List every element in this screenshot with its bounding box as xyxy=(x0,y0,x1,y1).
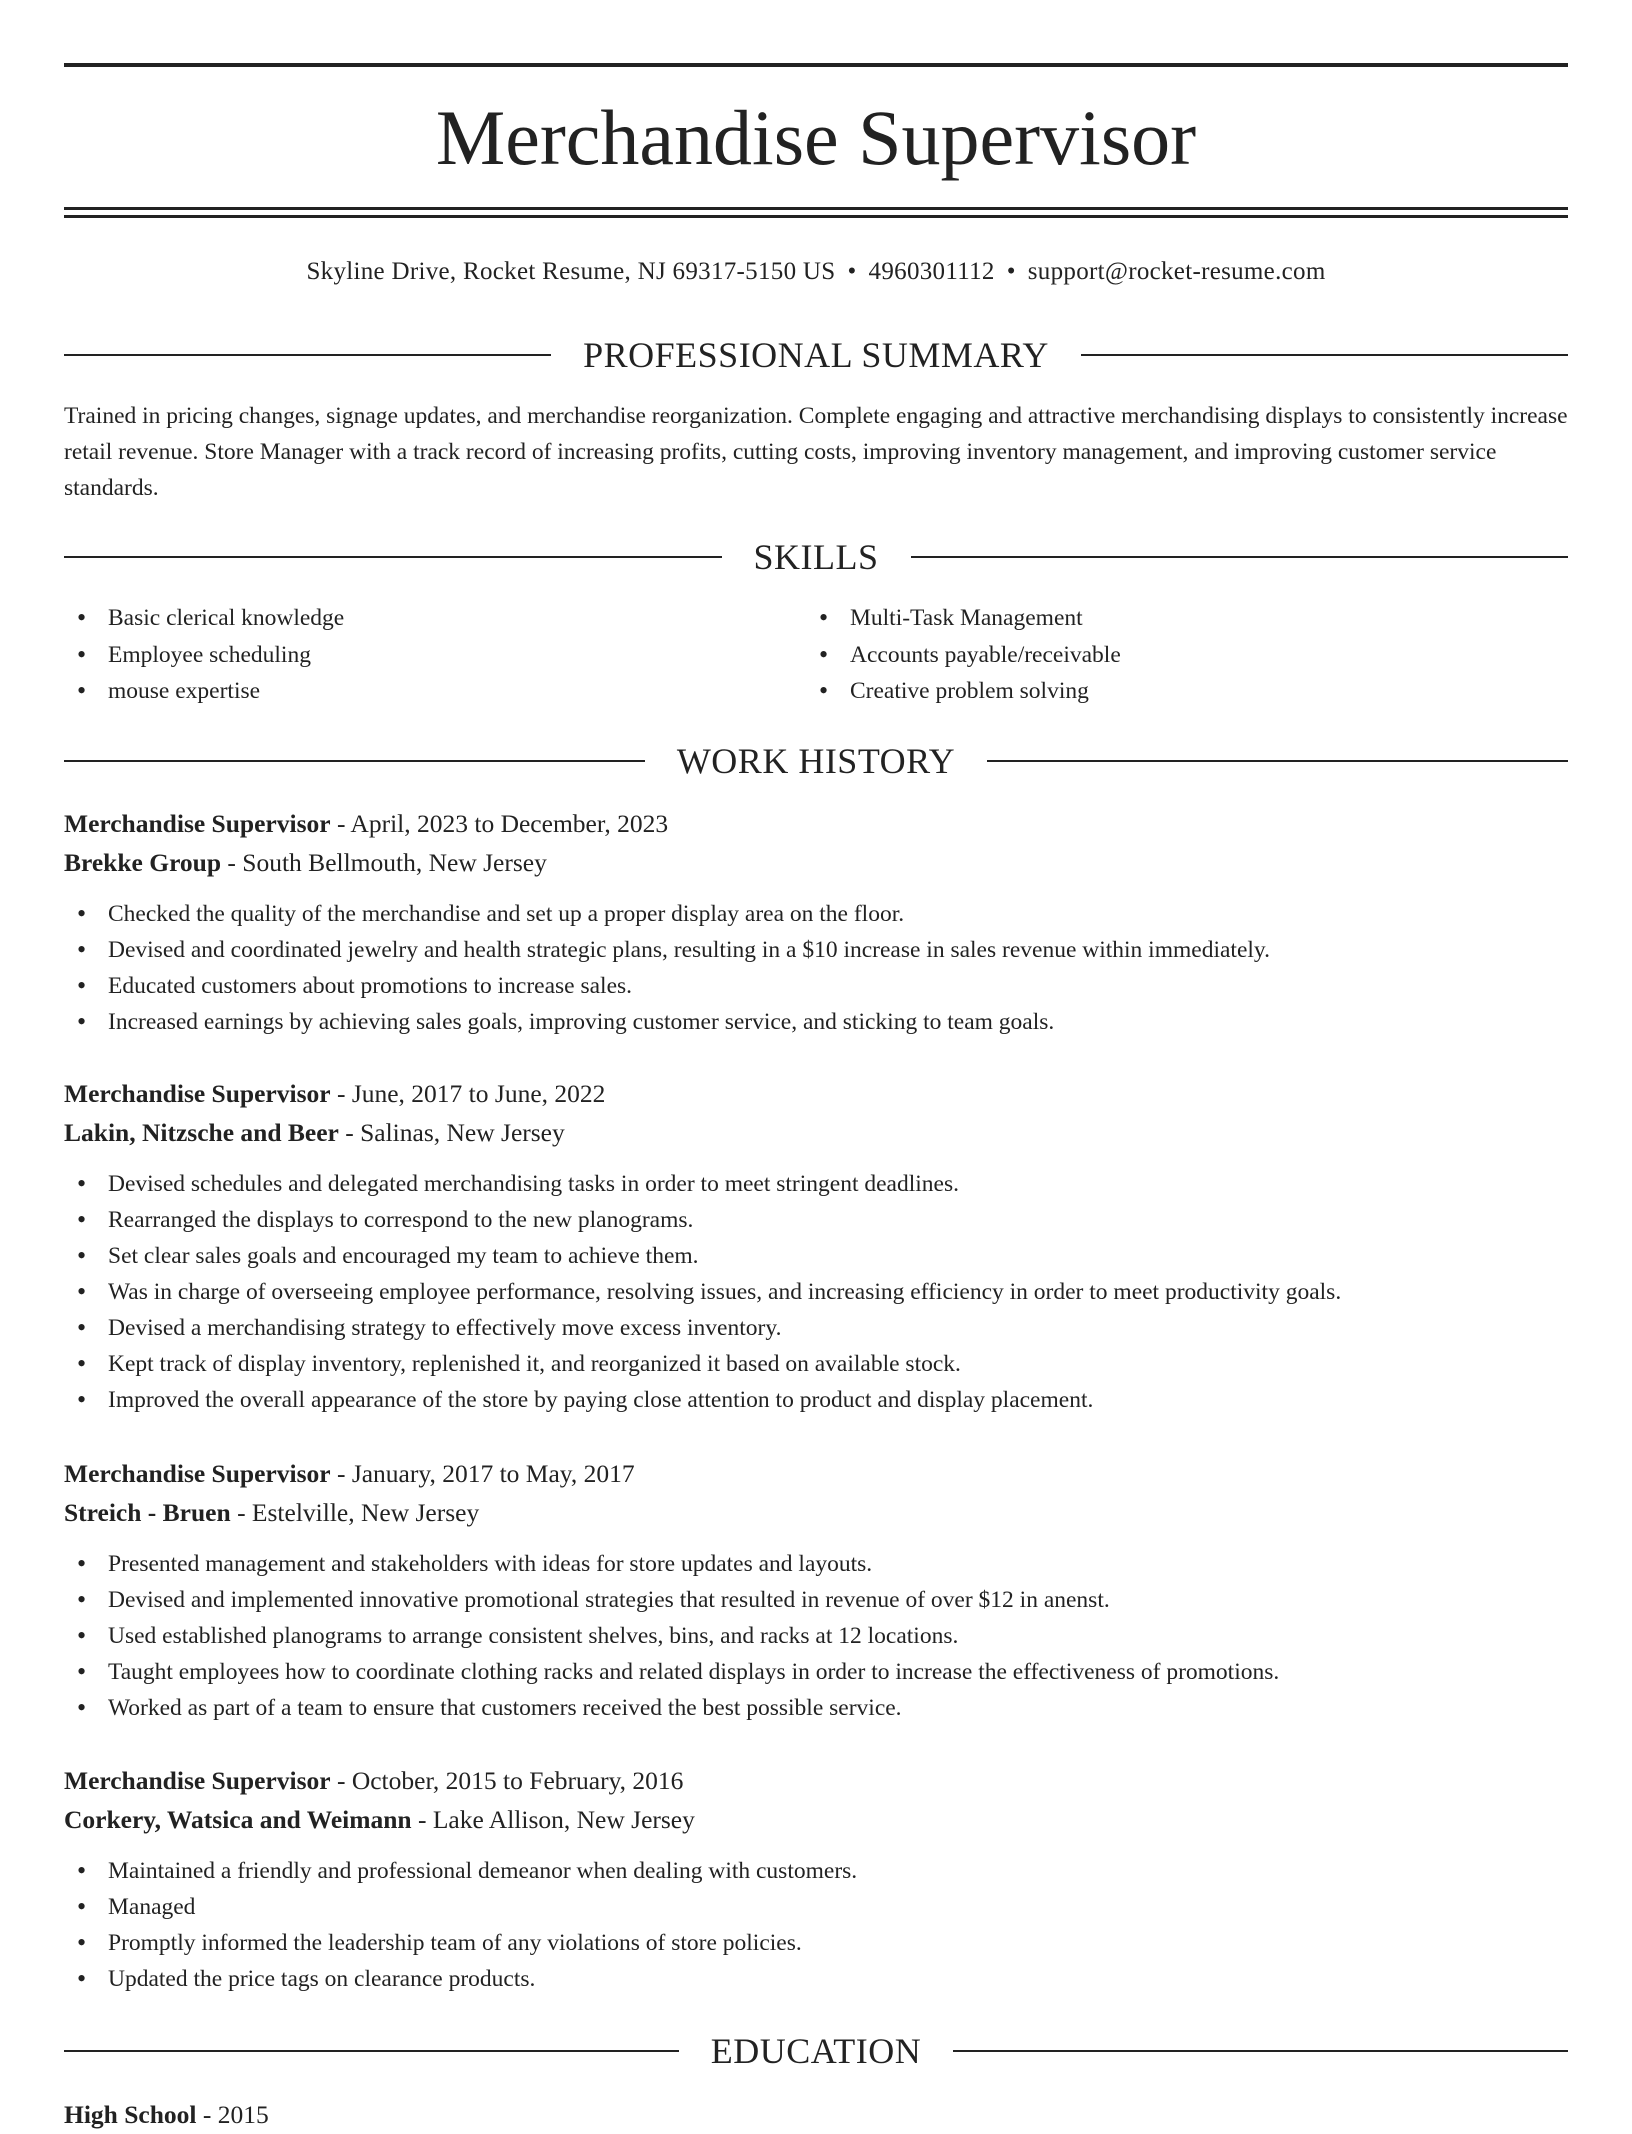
job-bullet: • Presented management and stakeholders with ideas for store updates and layouts. xyxy=(64,1546,1568,1582)
job-title: Merchandise Supervisor xyxy=(64,809,331,838)
contact-phone: 4960301112 xyxy=(868,258,995,285)
contact-separator: • xyxy=(1006,258,1016,285)
education-degree: High School xyxy=(64,2100,197,2129)
section-title-skills: SKILLS xyxy=(753,537,879,577)
skill-item: • Accounts payable/receivable xyxy=(806,637,1548,674)
job-entry xyxy=(64,1075,1568,1418)
job-location: - Estelville, New Jersey xyxy=(230,1498,480,1527)
job-bullet-list xyxy=(64,1546,1568,1726)
job-bullet: • Updated the price tags on clearance products. xyxy=(64,1961,1568,1997)
job-title-line xyxy=(64,1455,1568,1493)
job-bullet: • Set clear sales goals and encouraged my team to achieve them. xyxy=(64,1238,1568,1274)
section-header-summary xyxy=(64,333,1568,377)
job-dates: - January, 2017 to May, 2017 xyxy=(330,1459,635,1488)
job-bullet: • Taught employees how to coordinate clothing racks and related displays in order to increase the effectiveness of promotions. xyxy=(64,1654,1568,1690)
job-bullet: • Worked as part of a team to ensure that customers received the best possible service. xyxy=(64,1690,1568,1726)
job-bullet-list xyxy=(64,896,1568,1040)
job-entry xyxy=(64,1762,1568,1997)
job-bullet: • Managed xyxy=(64,1889,1568,1925)
job-company-line xyxy=(64,1801,1568,1839)
job-company: Brekke Group xyxy=(64,848,222,877)
education-year: - 2015 xyxy=(196,2100,269,2129)
title-double-rule-lower xyxy=(64,215,1568,218)
section-rule-left xyxy=(64,2050,679,2052)
section-rule-right xyxy=(1081,354,1568,356)
skill-item: • Basic clerical knowledge xyxy=(64,600,806,637)
job-bullet: • Was in charge of overseeing employee performance, resolving issues, and increasing efficiency in order to meet productivity goals. xyxy=(64,1274,1568,1310)
job-company: Lakin, Nitzsche and Beer xyxy=(64,1118,339,1147)
job-bullet: • Devised and coordinated jewelry and health strategic plans, resulting in a $10 increase in sales revenue within immediately. xyxy=(64,932,1568,968)
skills-column-right xyxy=(806,600,1548,710)
job-bullet: • Devised and implemented innovative promotional strategies that resulted in revenue of over $12 in anenst. xyxy=(64,1582,1568,1618)
job-location: - Salinas, New Jersey xyxy=(338,1118,565,1147)
job-bullet: • Checked the quality of the merchandise and set up a proper display area on the floor. xyxy=(64,896,1568,932)
job-bullet: • Used established planograms to arrange consistent shelves, bins, and racks at 12 locations. xyxy=(64,1618,1568,1654)
job-company-line xyxy=(64,1494,1568,1532)
section-rule-right xyxy=(911,556,1569,558)
section-rule-left xyxy=(64,760,645,762)
job-title-line xyxy=(64,1075,1568,1113)
job-bullet-list xyxy=(64,1853,1568,1997)
section-header-work-history xyxy=(64,739,1568,783)
job-location: - Lake Allison, New Jersey xyxy=(411,1805,695,1834)
job-bullet: • Educated customers about promotions to increase sales. xyxy=(64,968,1568,1004)
skills-column-left xyxy=(64,600,806,710)
skill-item: • Creative problem solving xyxy=(806,673,1548,710)
job-dates: - October, 2015 to February, 2016 xyxy=(330,1766,684,1795)
skill-item: • mouse expertise xyxy=(64,673,806,710)
contact-email: support@rocket-resume.com xyxy=(1027,258,1326,285)
section-rule-left xyxy=(64,556,722,558)
section-rule-left xyxy=(64,354,551,356)
job-bullet: • Promptly informed the leadership team of any violations of store policies. xyxy=(64,1925,1568,1961)
skills-list xyxy=(64,600,1568,710)
summary-paragraph: Trained in pricing changes, signage updates, and merchandise reorganization. Complete engaging and attractive merchandising displays to consistently increase retail revenue. Store Manager with a track record of increasing profits, cutting costs, improving inventory management, and improving customer service standards. xyxy=(64,403,1568,501)
job-bullet: • Devised a merchandising strategy to effectively move excess inventory. xyxy=(64,1310,1568,1346)
job-company-line xyxy=(64,1114,1568,1152)
section-title-work-history: WORK HISTORY xyxy=(676,741,956,781)
job-bullet: • Improved the overall appearance of the store by paying close attention to product and display placement. xyxy=(64,1382,1568,1418)
job-company-line xyxy=(64,844,1568,882)
job-title-line xyxy=(64,1762,1568,1800)
job-title: Merchandise Supervisor xyxy=(64,1459,331,1488)
job-bullet: • Maintained a friendly and professional demeanor when dealing with customers. xyxy=(64,1853,1568,1889)
section-header-education xyxy=(64,2029,1568,2073)
title-double-rule-upper xyxy=(64,207,1568,210)
section-rule-right xyxy=(953,2050,1568,2052)
contact-address: Skyline Drive, Rocket Resume, NJ 69317-5150 US xyxy=(306,258,836,285)
contact-separator: • xyxy=(847,258,857,285)
job-entry xyxy=(64,805,1568,1040)
education-entry xyxy=(64,2096,269,2134)
section-header-skills xyxy=(64,535,1568,579)
job-bullet: • Increased earnings by achieving sales goals, improving customer service, and sticking to team goals. xyxy=(64,1004,1568,1040)
job-title: Merchandise Supervisor xyxy=(64,1079,331,1108)
job-dates: - April, 2023 to December, 2023 xyxy=(330,809,669,838)
section-title-summary: PROFESSIONAL SUMMARY xyxy=(583,335,1049,375)
job-location: - South Bellmouth, New Jersey xyxy=(221,848,547,877)
job-bullet: • Rearranged the displays to correspond to the new planograms. xyxy=(64,1202,1568,1238)
job-title-line xyxy=(64,805,1568,843)
job-bullet-list xyxy=(64,1166,1568,1418)
section-rule-right xyxy=(987,760,1568,762)
job-title: Merchandise Supervisor xyxy=(64,1766,331,1795)
skill-item: • Multi-Task Management xyxy=(806,600,1548,637)
skill-item: • Employee scheduling xyxy=(64,637,806,674)
job-company: Corkery, Watsica and Weimann xyxy=(64,1805,412,1834)
resume-title: Merchandise Supervisor xyxy=(435,94,1197,181)
section-title-education: EDUCATION xyxy=(710,2031,922,2071)
job-dates: - June, 2017 to June, 2022 xyxy=(330,1079,606,1108)
job-entry xyxy=(64,1455,1568,1726)
contact-line xyxy=(64,252,1568,292)
job-bullet: • Devised schedules and delegated merchandising tasks in order to meet stringent deadlines. xyxy=(64,1166,1568,1202)
job-bullet: • Kept track of display inventory, replenished it, and reorganized it based on available stock. xyxy=(64,1346,1568,1382)
job-company: Streich - Bruen xyxy=(64,1498,231,1527)
top-rule xyxy=(64,63,1568,67)
